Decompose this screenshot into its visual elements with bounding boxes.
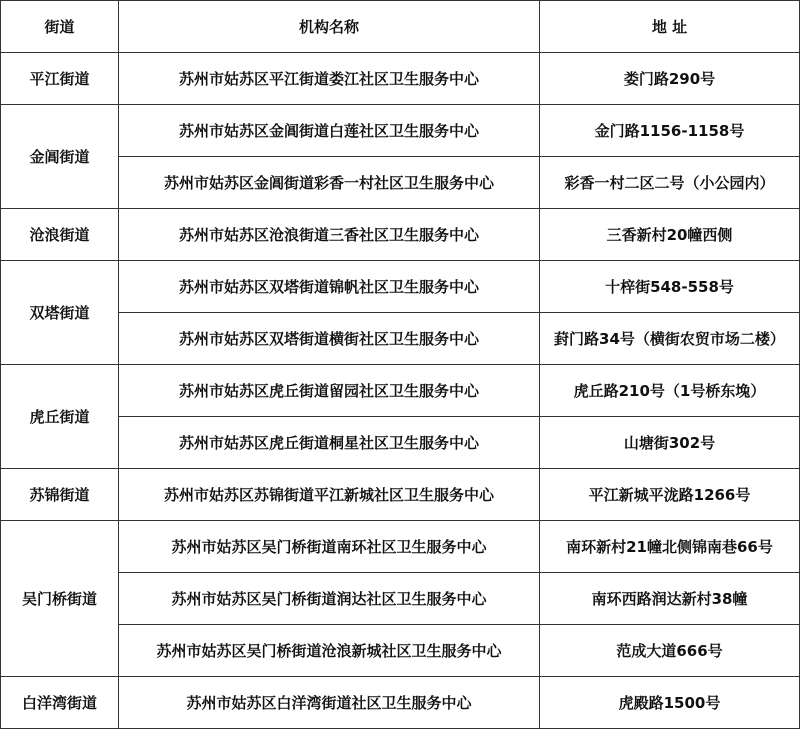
street-cell: 双塔街道 xyxy=(1,261,119,365)
org-cell: 苏州市姑苏区金阊街道白莲社区卫生服务中心 xyxy=(119,105,540,157)
org-cell: 苏州市姑苏区吴门桥街道南环社区卫生服务中心 xyxy=(119,521,540,573)
table-row xyxy=(1,625,800,677)
table-row xyxy=(1,677,800,729)
address-cell: 彩香一村二区二号（小公园内） xyxy=(540,157,800,209)
address-cell: 娄门路290号 xyxy=(540,53,800,105)
table-row xyxy=(1,313,800,365)
street-cell: 虎丘街道 xyxy=(1,365,119,469)
address-cell: 虎丘路210号（1号桥东堍） xyxy=(540,365,800,417)
table-row xyxy=(1,365,800,417)
table-row xyxy=(1,209,800,261)
address-cell: 山塘街302号 xyxy=(540,417,800,469)
org-cell: 苏州市姑苏区双塔街道横街社区卫生服务中心 xyxy=(119,313,540,365)
table-row xyxy=(1,573,800,625)
org-cell: 苏州市姑苏区平江街道娄江社区卫生服务中心 xyxy=(119,53,540,105)
table-header-row xyxy=(1,1,800,53)
address-cell: 三香新村20幢西侧 xyxy=(540,209,800,261)
street-cell: 平江街道 xyxy=(1,53,119,105)
header-address: 地 址 xyxy=(540,1,800,53)
address-cell: 平江新城平泷路1266号 xyxy=(540,469,800,521)
org-cell: 苏州市姑苏区吴门桥街道润达社区卫生服务中心 xyxy=(119,573,540,625)
table-body xyxy=(1,53,800,729)
street-cell: 苏锦街道 xyxy=(1,469,119,521)
org-cell: 苏州市姑苏区双塔街道锦帆社区卫生服务中心 xyxy=(119,261,540,313)
address-cell: 南环西路润达新村38幢 xyxy=(540,573,800,625)
address-cell: 南环新村21幢北侧锦南巷66号 xyxy=(540,521,800,573)
street-cell: 白洋湾街道 xyxy=(1,677,119,729)
org-cell: 苏州市姑苏区虎丘街道桐星社区卫生服务中心 xyxy=(119,417,540,469)
street-cell: 沧浪街道 xyxy=(1,209,119,261)
address-cell: 十梓街548-558号 xyxy=(540,261,800,313)
street-cell: 金阊街道 xyxy=(1,105,119,209)
table-row xyxy=(1,105,800,157)
table-row xyxy=(1,521,800,573)
address-cell: 金门路1156-1158号 xyxy=(540,105,800,157)
header-org: 机构名称 xyxy=(119,1,540,53)
table-row xyxy=(1,157,800,209)
header-street: 街道 xyxy=(1,1,119,53)
table-row xyxy=(1,469,800,521)
table-row xyxy=(1,417,800,469)
address-cell: 范成大道666号 xyxy=(540,625,800,677)
table-row xyxy=(1,53,800,105)
address-cell: 葑门路34号（横街农贸市场二楼） xyxy=(540,313,800,365)
table-row xyxy=(1,261,800,313)
org-cell: 苏州市姑苏区苏锦街道平江新城社区卫生服务中心 xyxy=(119,469,540,521)
org-cell: 苏州市姑苏区金阊街道彩香一村社区卫生服务中心 xyxy=(119,157,540,209)
org-cell: 苏州市姑苏区白洋湾街道社区卫生服务中心 xyxy=(119,677,540,729)
street-cell: 吴门桥街道 xyxy=(1,521,119,677)
org-cell: 苏州市姑苏区虎丘街道留园社区卫生服务中心 xyxy=(119,365,540,417)
address-cell: 虎殿路1500号 xyxy=(540,677,800,729)
org-cell: 苏州市姑苏区沧浪街道三香社区卫生服务中心 xyxy=(119,209,540,261)
org-cell: 苏州市姑苏区吴门桥街道沧浪新城社区卫生服务中心 xyxy=(119,625,540,677)
